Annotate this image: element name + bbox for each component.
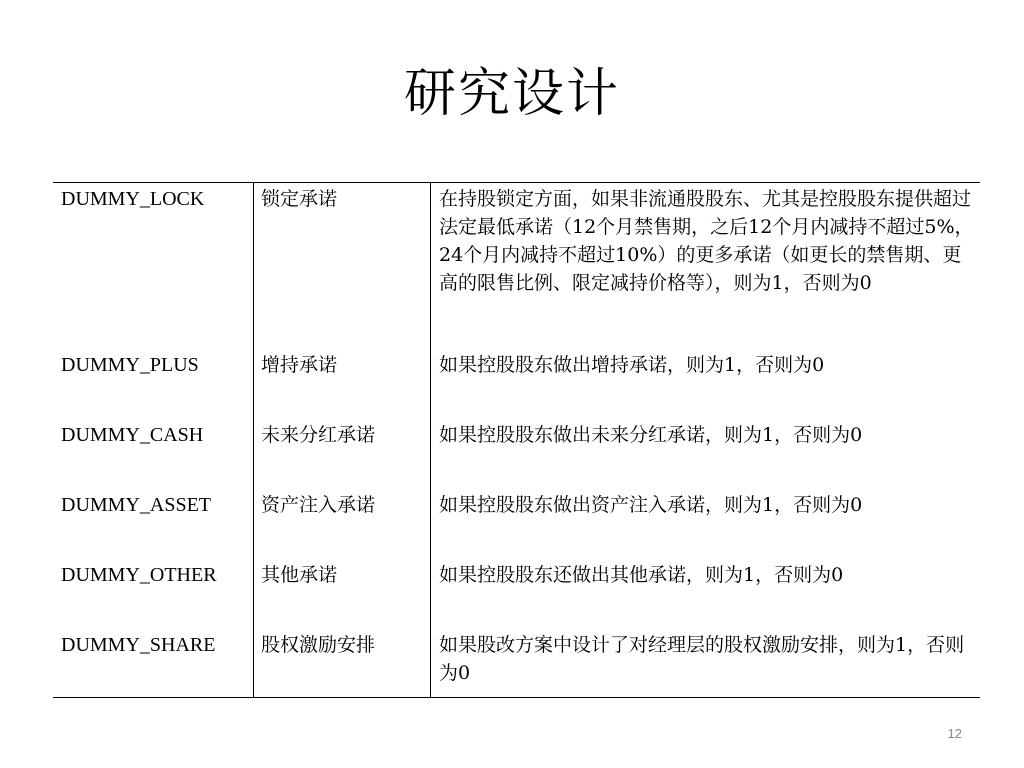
variable-cell: DUMMY_SHARE — [61, 634, 216, 656]
definitions-table — [53, 182, 980, 698]
name-cell: 锁定承诺 — [261, 188, 338, 210]
name-cell: 股权激励安排 — [261, 634, 376, 656]
description-cell: 如果股改方案中设计了对经理层的股权激励安排，则为1，否则为0 — [439, 634, 965, 684]
description-cell: 如果控股股东做出未来分红承诺，则为1，否则为0 — [439, 424, 863, 446]
variable-cell: DUMMY_PLUS — [61, 354, 199, 376]
description-cell: 如果控股股东做出资产注入承诺，则为1，否则为0 — [439, 494, 863, 516]
slide-title: 研究设计 — [403, 64, 620, 124]
name-cell: 未来分红承诺 — [261, 424, 376, 446]
page-number: 12 — [947, 726, 962, 741]
description-cell: 在持股锁定方面，如果非流通股股东、尤其是控股股东提供超过法定最低承诺（12个月禁售期，之后12个月内减持不超过5%，24个月内减持不超过10%）的更多承诺（如更长的禁售期、更高的限售比例、限定减持价格等），则为1，否则为0 — [439, 188, 974, 294]
name-cell: 资产注入承诺 — [261, 494, 376, 516]
variable-cell: DUMMY_CASH — [61, 424, 204, 446]
name-cell: 其他承诺 — [261, 564, 338, 586]
variable-cell: DUMMY_LOCK — [61, 188, 205, 210]
variable-cell: DUMMY_ASSET — [61, 494, 212, 516]
column-divider-1 — [253, 183, 254, 697]
variable-cell: DUMMY_OTHER — [61, 564, 217, 586]
description-cell: 如果控股股东还做出其他承诺，则为1，否则为0 — [439, 564, 844, 586]
description-cell: 如果控股股东做出增持承诺，则为1，否则为0 — [439, 354, 825, 376]
name-cell: 增持承诺 — [261, 354, 338, 376]
column-divider-2 — [430, 183, 431, 697]
